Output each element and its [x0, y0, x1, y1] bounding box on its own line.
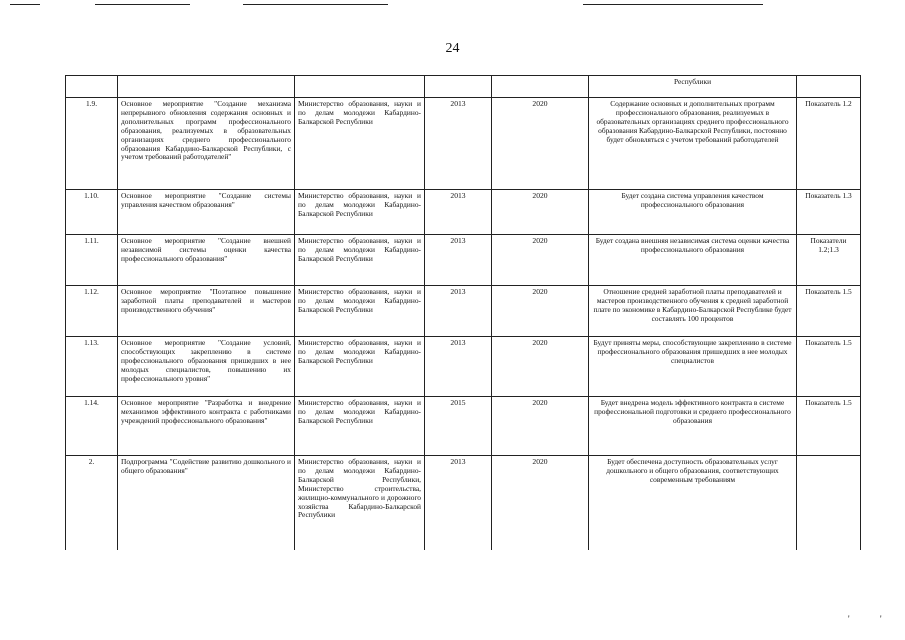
start-year: 2013 [425, 235, 492, 286]
table-row [66, 286, 861, 337]
header-cell [492, 76, 589, 98]
executor: Министерство образования, науки и по делам молодежи Кабардино-Балкарской Республики [295, 337, 425, 397]
end-year: 2020 [492, 456, 589, 551]
header-cell [797, 76, 861, 98]
start-year: 2013 [425, 286, 492, 337]
table-row [66, 397, 861, 456]
scan-top-line-1 [10, 4, 40, 5]
executor: Министерство образования, науки и по делам молодежи Кабардино-Балкарской Республики [295, 397, 425, 456]
indicator: Показатель 1.3 [797, 190, 861, 235]
scan-top-line-3 [243, 4, 388, 5]
executor: Министерство образования, науки и по делам молодежи Кабардино-Балкарской Республики [295, 98, 425, 190]
row-number: 1.12. [66, 286, 118, 337]
executor: Министерство образования, науки и по делам молодежи Кабардино-Балкарской Республики [295, 286, 425, 337]
row-number: 1.11. [66, 235, 118, 286]
table-continuation-row [66, 76, 861, 98]
header-cell [66, 76, 118, 98]
indicator: Показатель 1.5 [797, 286, 861, 337]
end-year: 2020 [492, 286, 589, 337]
scan-speck: ' [880, 614, 882, 624]
header-cell [295, 76, 425, 98]
indicator: Показатель 1.5 [797, 337, 861, 397]
expected-result: Содержание основных и дополнительных программ профессионального образования, реализуемых в образовательных организациях среднего профессионального образования Кабардино-Балкарской Республики, постоянно будет обновляться с учетом требований работодателей [589, 98, 797, 190]
row-number: 1.10. [66, 190, 118, 235]
start-year: 2013 [425, 337, 492, 397]
row-number: 1.13. [66, 337, 118, 397]
header-cell [425, 76, 492, 98]
result-continuation-cell: Республики [589, 76, 797, 98]
start-year: 2013 [425, 456, 492, 551]
indicator [797, 456, 861, 551]
expected-result: Будет создана внешняя независимая система оценки качества профессионального образования [589, 235, 797, 286]
row-number: 2. [66, 456, 118, 551]
activity-name: Основное мероприятие "Поэтапное повышение заработной платы преподавателей и мастеров производственного обучения" [118, 286, 295, 337]
table-row [66, 456, 861, 551]
expected-result: Будет создана система управления качеством профессионального образования [589, 190, 797, 235]
activity-name: Подпрограмма "Содействие развитию дошкольного и общего образования" [118, 456, 295, 551]
scan-top-line-4 [583, 4, 763, 5]
end-year: 2020 [492, 397, 589, 456]
end-year: 2020 [492, 235, 589, 286]
scan-top-line-2 [95, 4, 190, 5]
page-number: 24 [445, 41, 460, 56]
end-year: 2020 [492, 337, 589, 397]
start-year: 2013 [425, 98, 492, 190]
end-year: 2020 [492, 190, 589, 235]
start-year: 2015 [425, 397, 492, 456]
row-number: 1.14. [66, 397, 118, 456]
activity-name: Основное мероприятие "Создание условий, способствующих закреплению в системе профессионального образования пришедших в нее молодых специалистов, повышению их профессионального уровня" [118, 337, 295, 397]
start-year: 2013 [425, 190, 492, 235]
table-row [66, 337, 861, 397]
indicator: Показатель 1.2 [797, 98, 861, 190]
executor: Министерство образования, науки и по делам молодежи Кабардино-Балкарской Республики [295, 190, 425, 235]
table-row [66, 190, 861, 235]
expected-result: Будет внедрена модель эффективного контракта в системе профессиональной подготовки и среднего профессионального образования [589, 397, 797, 456]
indicator: Показатель 1.5 [797, 397, 861, 456]
executor: Министерство образования, науки и по делам молодежи Кабардино-Балкарской Республики [295, 235, 425, 286]
table-row [66, 98, 861, 190]
header-cell [118, 76, 295, 98]
table-row [66, 235, 861, 286]
indicator: Показатели 1.2;1.3 [797, 235, 861, 286]
activity-name: Основное мероприятие "Разработка и внедрение механизмов эффективного контракта с работниками учреждений профессионального образования" [118, 397, 295, 456]
program-activities-table [65, 75, 861, 550]
activity-name: Основное мероприятие "Создание системы управления качеством образования" [118, 190, 295, 235]
end-year: 2020 [492, 98, 589, 190]
activity-name: Основное мероприятие "Создание механизма непрерывного обновления содержания основных и дополнительных программ профессионального образования, реализуемых в образовательных организациях среднего профессионального образования Кабардино-Балкарской Республики, с учетом требований работодателей" [118, 98, 295, 190]
expected-result: Будет обеспечена доступность образовательных услуг дошкольного и общего образования, соответствующих современным требованиям [589, 456, 797, 551]
expected-result: Будут приняты меры, способствующие закреплению в системе профессионального образования пришедших в нее молодых специалистов [589, 337, 797, 397]
scan-speck: ' [848, 614, 850, 624]
row-number: 1.9. [66, 98, 118, 190]
activity-name: Основное мероприятие "Создание внешней независимой системы оценки качества профессионального образования" [118, 235, 295, 286]
executor: Министерство образования, науки и по делам молодежи Кабардино-Балкарской Республики, Министерство строительства, жилищно-коммунального и дорожного хозяйства Кабардино-Балкарской Республики [295, 456, 425, 551]
expected-result: Отношение средней заработной платы преподавателей и мастеров производственного обучения к средней заработной плате по экономике в Кабардино-Балкарской Республике будет составлять 100 процентов [589, 286, 797, 337]
